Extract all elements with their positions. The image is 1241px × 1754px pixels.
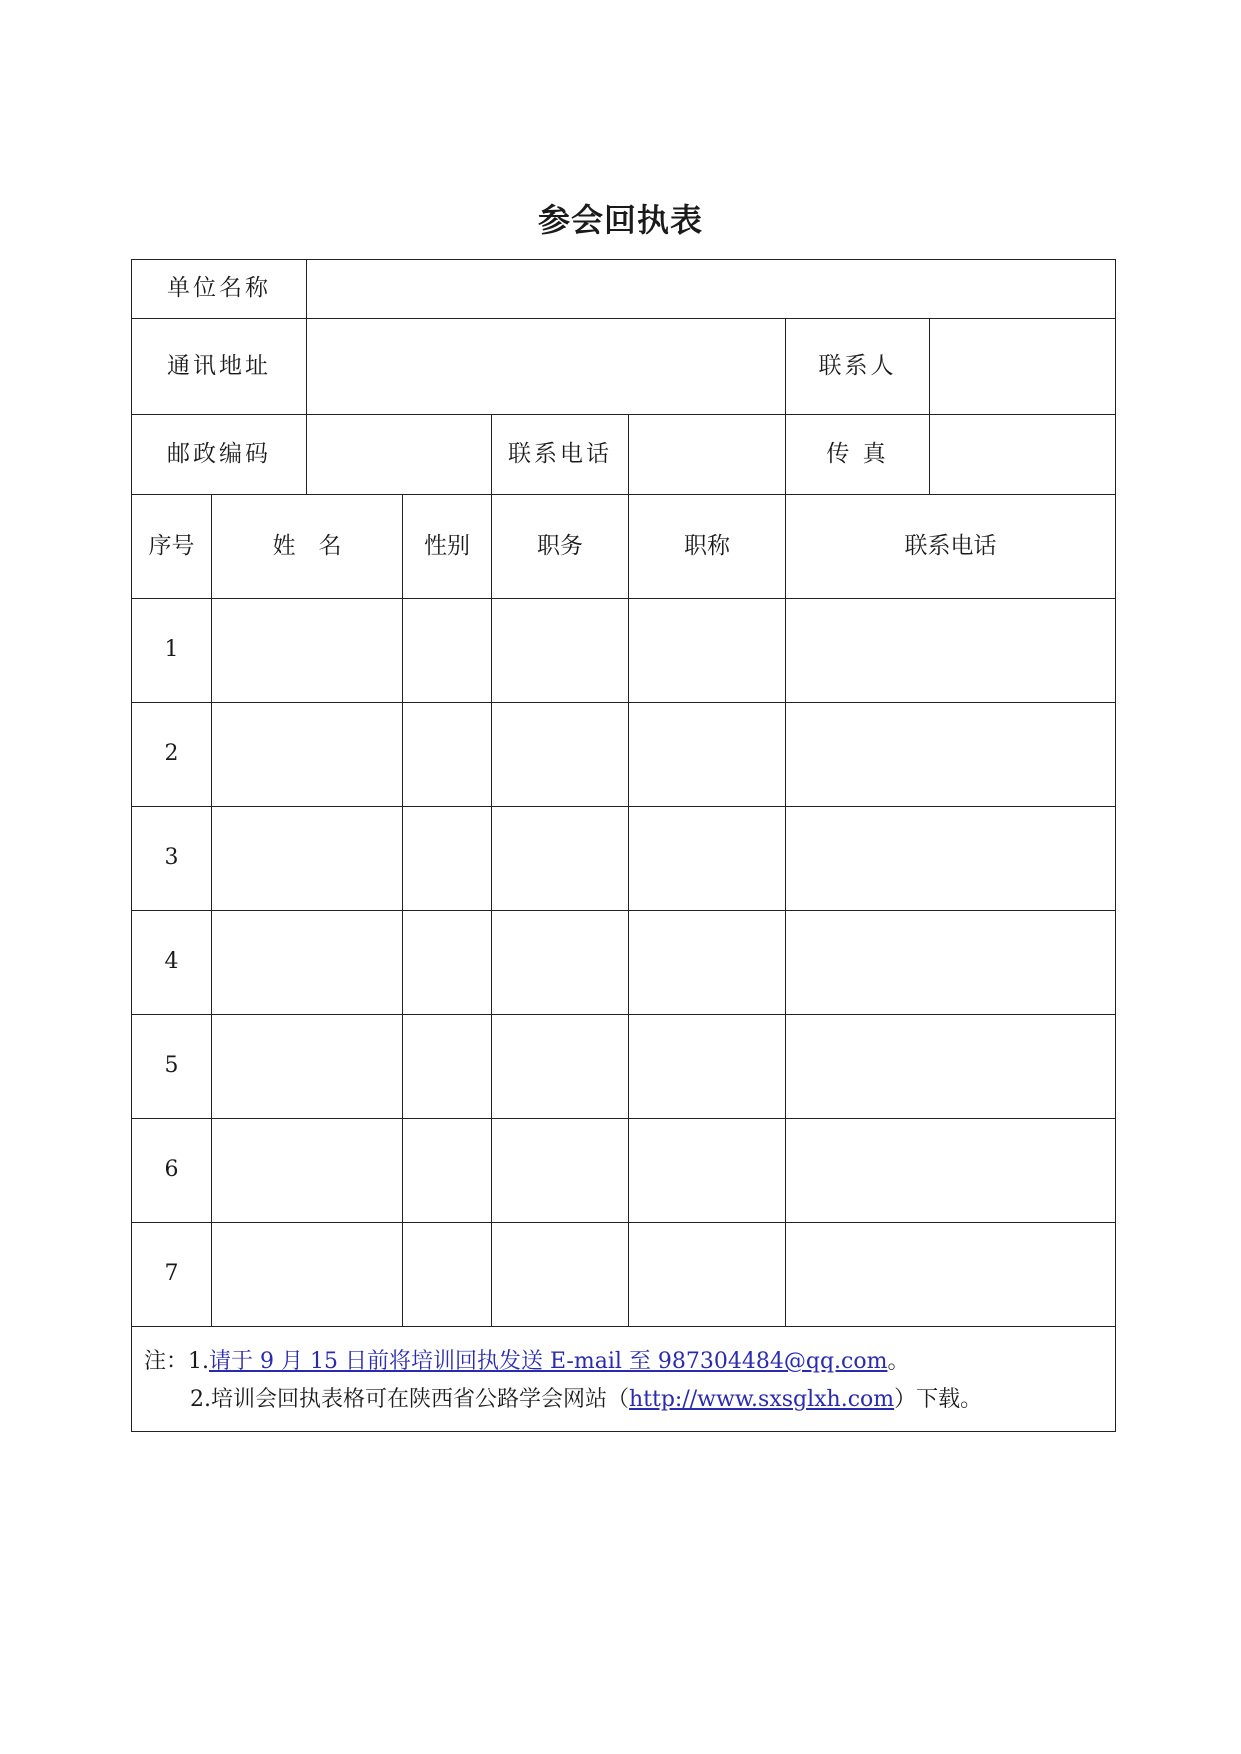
column-header-phone: 联系电话 (786, 495, 1116, 599)
phone-cell[interactable] (786, 1015, 1116, 1119)
title-cell[interactable] (629, 1015, 786, 1119)
note-line-2-prefix: 2.培训会回执表格可在陕西省公路学会网站（ (190, 1387, 629, 1412)
notes-cell (132, 1327, 1116, 1432)
gender-cell[interactable] (403, 703, 492, 807)
email-instruction-link[interactable]: 请于 9 月 15 日前将培训回执发送 E-mail 至 987304484@qq.com (209, 1349, 888, 1374)
title-cell[interactable] (629, 703, 786, 807)
table-row (132, 1223, 1116, 1327)
gender-cell[interactable] (403, 911, 492, 1015)
website-link[interactable]: http://www.sxsglxh.com (629, 1387, 895, 1412)
phone-cell[interactable] (786, 703, 1116, 807)
gender-cell[interactable] (403, 807, 492, 911)
column-header-index: 序号 (132, 495, 212, 599)
page-title: 参会回执表 (537, 201, 703, 239)
table-row (132, 911, 1116, 1015)
table-row (132, 1119, 1116, 1223)
position-cell[interactable] (492, 807, 629, 911)
unit-name-field[interactable] (307, 260, 1116, 319)
gender-cell[interactable] (403, 1223, 492, 1327)
row-index: 6 (132, 1119, 212, 1223)
column-header-row (132, 495, 1116, 599)
name-cell[interactable] (212, 1119, 403, 1223)
row-index: 1 (132, 599, 212, 703)
phone-cell[interactable] (786, 807, 1116, 911)
address-row (132, 319, 1116, 415)
notes-row (132, 1327, 1116, 1432)
registration-form-table (131, 259, 1116, 1432)
phone-cell[interactable] (786, 911, 1116, 1015)
column-header-position: 职务 (492, 495, 629, 599)
contact-phone-label: 联系电话 (492, 415, 629, 495)
column-header-name: 姓 名 (212, 495, 403, 599)
address-label: 通讯地址 (132, 319, 307, 415)
row-index: 4 (132, 911, 212, 1015)
row-index: 5 (132, 1015, 212, 1119)
postal-code-label: 邮政编码 (132, 415, 307, 495)
postal-code-field[interactable] (307, 415, 492, 495)
table-row (132, 703, 1116, 807)
address-field[interactable] (307, 319, 786, 415)
position-cell[interactable] (492, 911, 629, 1015)
title-cell[interactable] (629, 1119, 786, 1223)
note-line-1-prefix: 注：1. (144, 1349, 209, 1374)
contact-phone-field[interactable] (629, 415, 786, 495)
row-index: 2 (132, 703, 212, 807)
title-cell[interactable] (629, 599, 786, 703)
name-cell[interactable] (212, 1015, 403, 1119)
position-cell[interactable] (492, 1015, 629, 1119)
note-line-1-suffix: 。 (887, 1349, 910, 1374)
name-cell[interactable] (212, 911, 403, 1015)
phone-cell[interactable] (786, 599, 1116, 703)
unit-row (132, 260, 1116, 319)
unit-name-label: 单位名称 (132, 260, 307, 319)
contact-person-field[interactable] (930, 319, 1116, 415)
gender-cell[interactable] (403, 1015, 492, 1119)
column-header-gender: 性别 (403, 495, 492, 599)
position-cell[interactable] (492, 599, 629, 703)
row-index: 3 (132, 807, 212, 911)
title-cell[interactable] (629, 1223, 786, 1327)
name-cell[interactable] (212, 599, 403, 703)
note-line-1 (144, 1343, 1115, 1381)
phone-cell[interactable] (786, 1119, 1116, 1223)
row-index: 7 (132, 1223, 212, 1327)
fax-label: 传 真 (786, 415, 930, 495)
contact-person-label: 联系人 (786, 319, 930, 415)
title-cell[interactable] (629, 807, 786, 911)
table-row (132, 1015, 1116, 1119)
table-row (132, 599, 1116, 703)
phone-cell[interactable] (786, 1223, 1116, 1327)
position-cell[interactable] (492, 1223, 629, 1327)
gender-cell[interactable] (403, 1119, 492, 1223)
postal-row (132, 415, 1116, 495)
column-header-title: 职称 (629, 495, 786, 599)
title-cell[interactable] (629, 911, 786, 1015)
name-cell[interactable] (212, 703, 403, 807)
table-row (132, 807, 1116, 911)
name-cell[interactable] (212, 807, 403, 911)
position-cell[interactable] (492, 1119, 629, 1223)
note-line-2-suffix: ）下载。 (894, 1387, 983, 1412)
position-cell[interactable] (492, 703, 629, 807)
fax-field[interactable] (930, 415, 1116, 495)
gender-cell[interactable] (403, 599, 492, 703)
name-cell[interactable] (212, 1223, 403, 1327)
note-line-2 (144, 1381, 1115, 1419)
